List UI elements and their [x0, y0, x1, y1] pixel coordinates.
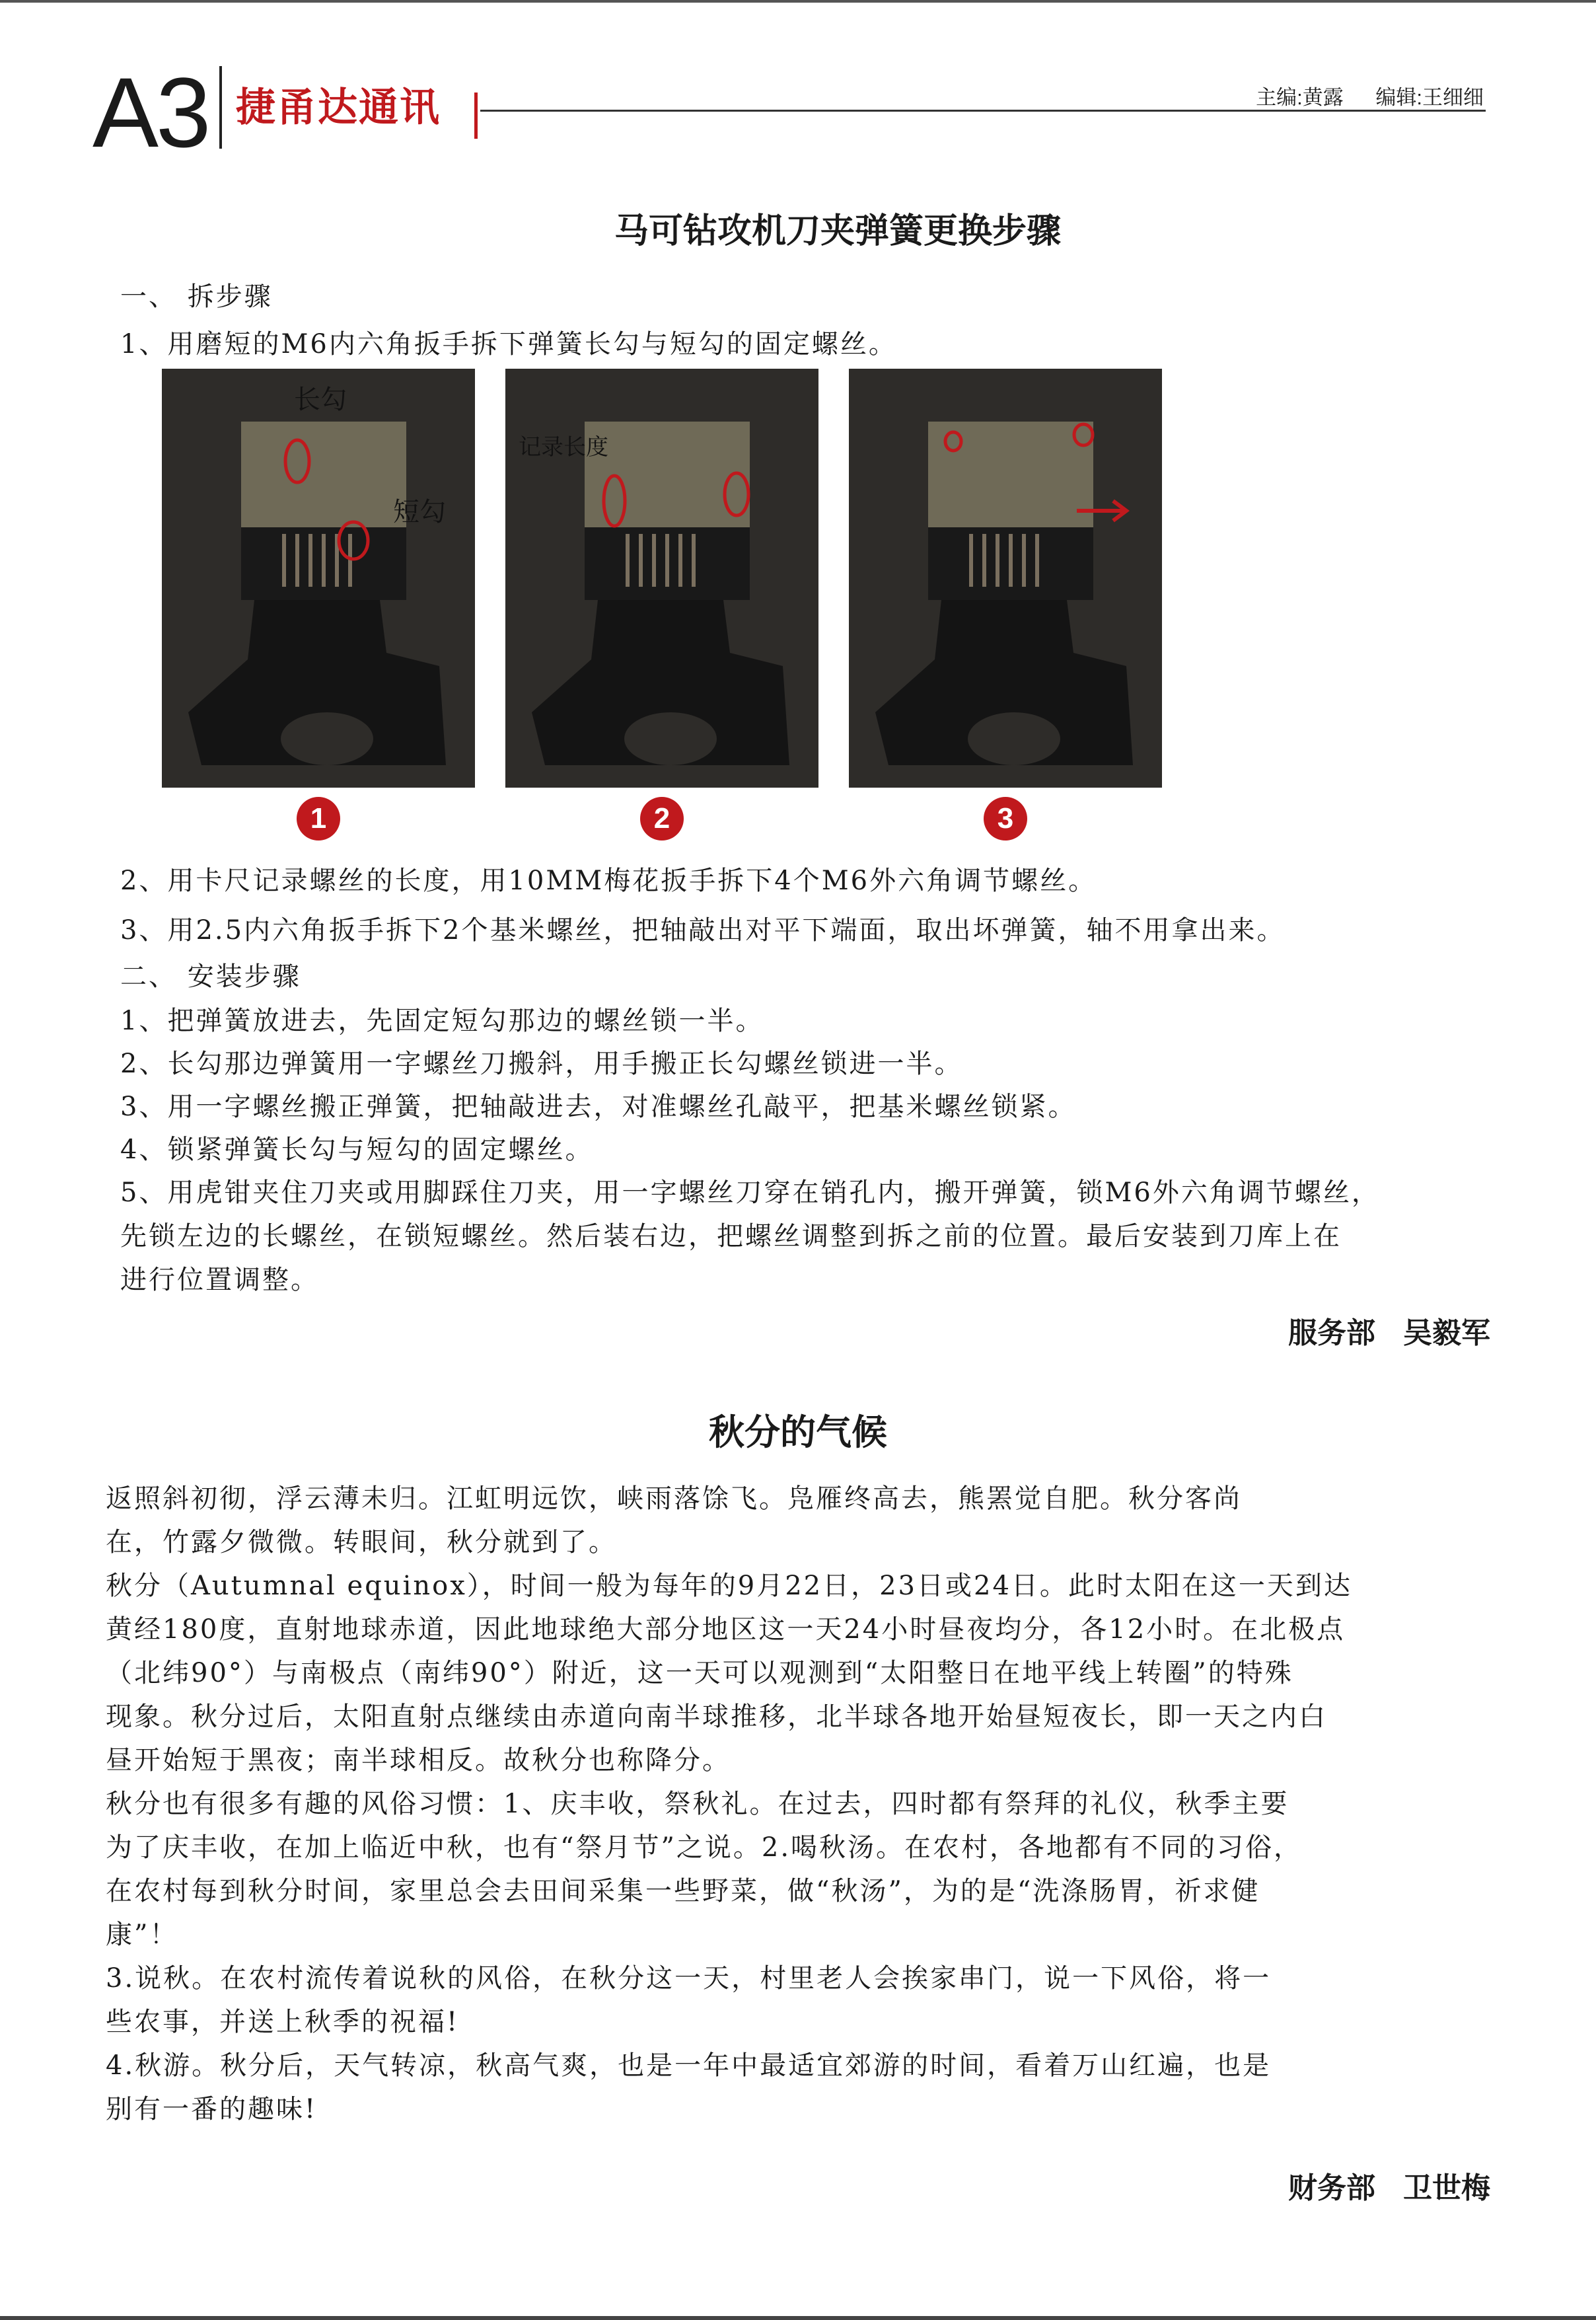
page-number: A3 — [92, 57, 209, 168]
article1-step1: 1、用磨短的M6内六角扳手拆下弹簧长勾与短勾的固定螺丝。 — [120, 329, 897, 359]
bottom-border — [0, 2316, 1596, 2320]
article2-line: 在，竹露夕微微。转眼间，秋分就到了。 — [106, 1527, 617, 1557]
article1-install-step5-line3: 进行位置调整。 — [120, 1265, 319, 1295]
publication-name: 捷甬达通讯 — [236, 85, 441, 130]
editor: 编辑:王细细 — [1375, 86, 1484, 109]
article1-install-step2: 2、长勾那边弹簧用一字螺丝刀搬斜，用手搬正长勾螺丝锁进一半。 — [120, 1049, 963, 1079]
article2-title: 秋分的气候 — [709, 1413, 887, 1452]
header-divider — [219, 66, 222, 149]
article1-install-step4: 4、锁紧弹簧长勾与短勾的固定螺丝。 — [120, 1135, 594, 1165]
photo-badge-2: 2 — [640, 797, 684, 841]
article2-line: 些农事，并送上秋季的祝福! — [106, 2007, 460, 2037]
chief-editor: 主编:黄露 — [1256, 86, 1344, 109]
article1-section1: 一、 拆步骤 — [120, 281, 273, 312]
photo1-label-long-hook: 长勾 — [294, 385, 347, 414]
article2-line: 康”！ — [106, 1920, 178, 1950]
top-border — [0, 0, 1596, 3]
article1-title: 马可钻攻机刀夹弹簧更换步骤 — [614, 212, 1061, 250]
header-rule — [480, 110, 1486, 112]
article2-author: 卫世梅 — [1403, 2172, 1490, 2204]
article2-line: 在农村每到秋分时间，家里总会去田间采集一些野菜，做“秋汤”，为的是“洗涤肠胃，祈求健 — [106, 1876, 1260, 1906]
article2-line: 4.秋游。秋分后，天气转凉，秋高气爽，也是一年中最适宜郊游的时间，看着万山红遍，也是 — [106, 2050, 1272, 2081]
article2-body — [106, 1477, 1476, 2131]
publication-accent-bar — [474, 93, 478, 139]
article1-author: 吴毅军 — [1403, 1317, 1490, 1349]
article1-dept: 服务部 — [1288, 1317, 1375, 1349]
article2-line: 别有一番的趣味! — [106, 2094, 318, 2124]
photo-2 — [505, 369, 818, 788]
article2-line: 为了庆丰收，在加上临近中秋，也有“祭月节”之说。2.喝秋汤。在农村，各地都有不同的习俗， — [106, 1832, 1303, 1863]
photo2-label-record-length: 记录长度 — [519, 435, 608, 460]
article1-install-step3: 3、用一字螺丝搬正弹簧，把轴敲进去，对准螺丝孔敲平，把基米螺丝锁紧。 — [120, 1092, 1077, 1122]
photo1-label-short-hook: 短勾 — [393, 498, 446, 527]
article2-line: 昼开始短于黑夜；南半球相反。故秋分也称降分。 — [106, 1745, 731, 1776]
article2-line: 秋分也有很多有趣的风俗习惯：1、庆丰收，祭秋礼。在过去，四时都有祭拜的礼仪，秋季主要 — [106, 1789, 1289, 1819]
article2-line: 返照斜初彻，浮云薄未归。江虹明远饮，峡雨落馀飞。凫雁终高去，熊罴觉自肥。秋分客尚 — [106, 1483, 1242, 1514]
article2-line: 黄经180度，直射地球赤道，因此地球绝大部分地区这一天24小时昼夜均分，各12小时。在北极点 — [106, 1614, 1346, 1645]
editor-credits — [1229, 86, 1484, 110]
article2-line: 3.说秋。在农村流传着说秋的风俗，在秋分这一天，村里老人会挨家串门，说一下风俗，将一 — [106, 1963, 1272, 1994]
article1-signature — [1288, 1314, 1490, 1353]
article1-step3: 3、用2.5内六角扳手拆下2个基米螺丝，把轴敲出对平下端面，取出坏弹簧，轴不用拿出来。 — [120, 915, 1286, 946]
article2-line: 现象。秋分过后，太阳直射点继续由赤道向南半球推移，北半球各地开始昼短夜长，即一天之内白 — [106, 1702, 1327, 1732]
article1-step2: 2、用卡尺记录螺丝的长度，用10MM梅花扳手拆下4个M6外六角调节螺丝。 — [120, 866, 1097, 896]
article2-dept: 财务部 — [1288, 2172, 1375, 2204]
article1-install-step5-line1: 5、用虎钳夹住刀夹或用脚踩住刀夹，用一字螺丝刀穿在销孔内，搬开弹簧，锁M6外六角调节螺丝， — [120, 1178, 1380, 1208]
article2-signature — [1288, 2169, 1490, 2208]
photo-badge-3: 3 — [984, 797, 1027, 841]
article1-install-step1: 1、把弹簧放进去，先固定短勾那边的螺丝锁一半。 — [120, 1006, 764, 1036]
photo-3 — [849, 369, 1162, 788]
article2-line: 秋分（Autumnal equinox），时间一般为每年的9月22日，23日或24日。此时太阳在这一天到达 — [106, 1571, 1352, 1601]
photo-badge-1: 1 — [297, 797, 340, 841]
article1-install-step5-line2: 先锁左边的长螺丝，在锁短螺丝。然后装右边，把螺丝调整到拆之前的位置。最后安装到刀库上在 — [120, 1221, 1342, 1252]
article1-section2: 二、 安装步骤 — [120, 961, 301, 992]
photo-1 — [162, 369, 475, 788]
article2-line: （北纬90°）与南极点（南纬90°）附近，这一天可以观测到“太阳整日在地平线上转圈”的特殊 — [106, 1658, 1293, 1688]
